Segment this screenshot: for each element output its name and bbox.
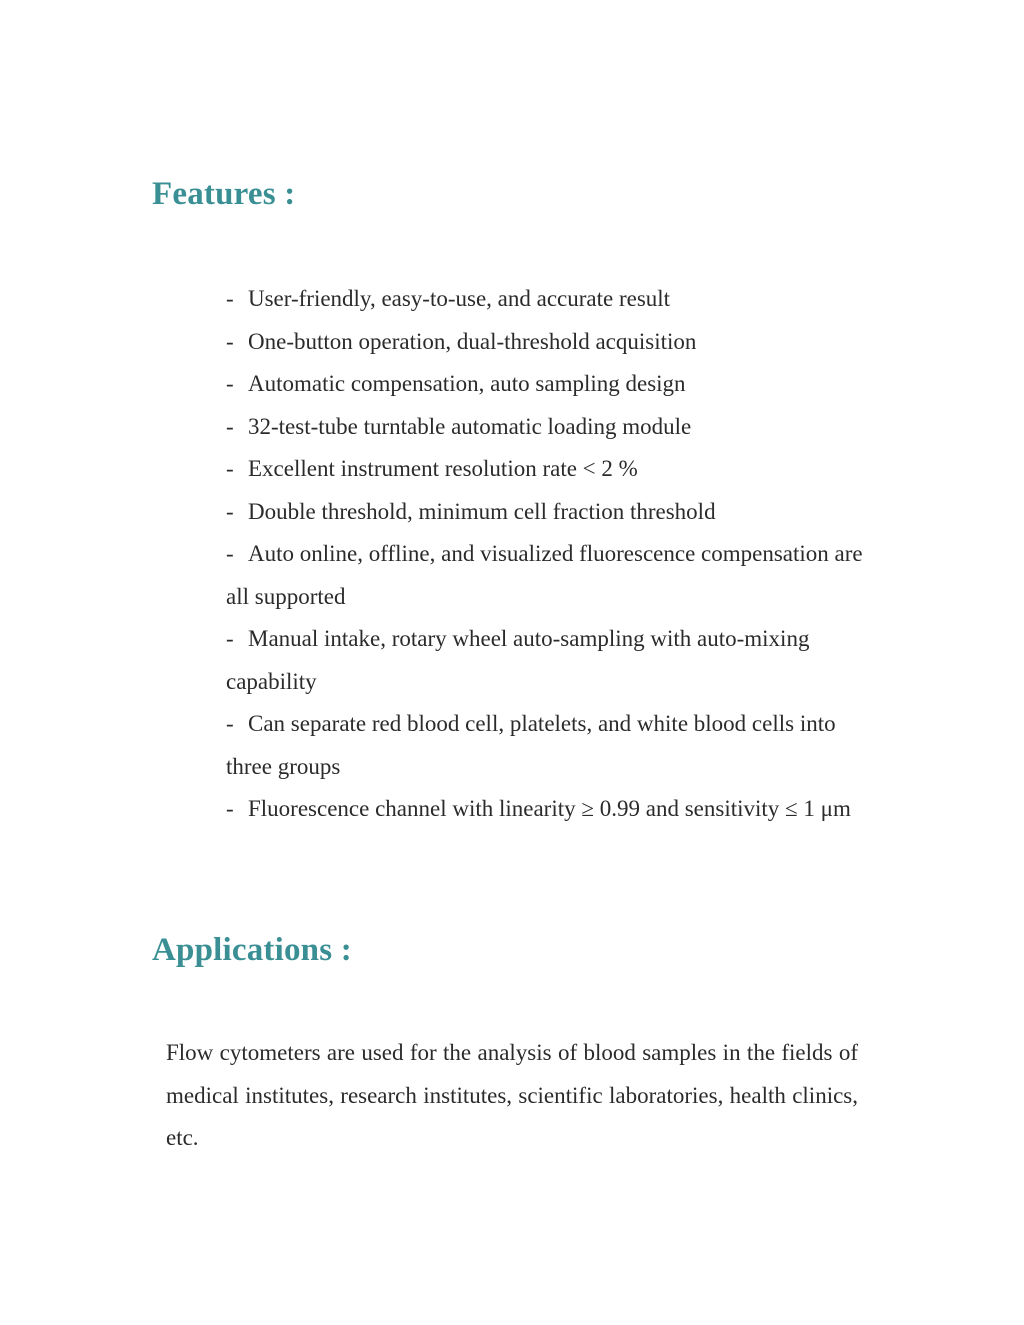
feature-text: User-friendly, easy-to-use, and accurate result xyxy=(248,286,671,311)
list-item xyxy=(226,703,866,788)
bullet-dash: - xyxy=(226,328,234,354)
feature-text: Automatic compensation, auto sampling design xyxy=(248,371,686,396)
feature-text: Can separate red blood cell, platelets, and white blood cells into three groups xyxy=(226,711,836,779)
bullet-dash: - xyxy=(226,626,234,651)
bullet-dash: - xyxy=(226,413,234,439)
bullet-dash: - xyxy=(226,541,234,566)
list-item xyxy=(226,491,866,534)
list-item xyxy=(226,788,866,831)
feature-text: Manual intake, rotary wheel auto-sampling with auto-mixing capability xyxy=(226,626,810,694)
bullet-dash: - xyxy=(226,286,234,311)
list-item xyxy=(226,533,866,618)
feature-text: 32-test-tube turntable automatic loading module xyxy=(248,413,692,439)
applications-paragraph: Flow cytometers are used for the analysis of blood samples in the fields of medical institutes, research institutes, scientific laboratories, health clinics, etc. xyxy=(166,1040,858,1150)
bullet-dash: - xyxy=(226,371,234,396)
applications-heading: Applications : xyxy=(152,932,352,968)
feature-text: Double threshold, minimum cell fraction threshold xyxy=(248,498,716,524)
list-item xyxy=(226,363,866,406)
list-item xyxy=(226,406,866,449)
feature-text: Auto online, offline, and visualized fluorescence compensation are all supported xyxy=(226,541,863,609)
bullet-dash: - xyxy=(226,796,234,821)
list-item xyxy=(226,618,866,703)
features-heading: Features : xyxy=(152,176,296,212)
bullet-dash: - xyxy=(226,711,234,736)
list-item xyxy=(226,448,866,491)
features-list xyxy=(226,278,866,831)
list-item xyxy=(226,278,866,321)
feature-text: Excellent instrument resolution rate < 2 % xyxy=(248,456,638,481)
feature-text: Fluorescence channel with linearity ≥ 0.99 and sensitivity ≤ 1 μm xyxy=(248,796,851,821)
feature-text: One-button operation, dual-threshold acquisition xyxy=(248,328,697,354)
bullet-dash: - xyxy=(226,498,234,524)
list-item xyxy=(226,321,866,364)
bullet-dash: - xyxy=(226,456,234,481)
